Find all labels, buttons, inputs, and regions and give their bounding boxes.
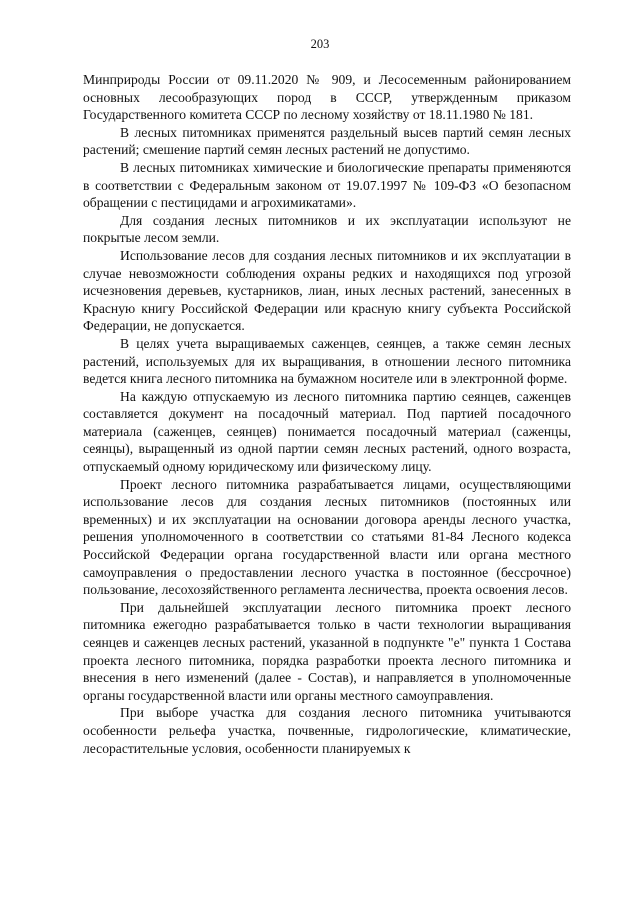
paragraph-5: Использование лесов для создания лесных питомников и их эксплуатации в случае невозможности соблюдения охраны редких и находящихся под угрозой исчезновения деревьев, кустарников, лиан, иных лесных растений, занесенных в Красную книгу Российской Федерации или красную книгу субъекта Российской Федерации, не допускается.: [83, 247, 571, 334]
paragraph-7: На каждую отпускаемую из лесного питомника партию сеянцев, саженцев составляется документ на посадочный материал. Под партией посадочного материала (саженцев, сеянцев) понимается посадочный материал (саженцы, сеянцы), выращенный из одной партии семян лесных растений, одного возраста, отпускаемый одному юридическому или физическому лицу.: [83, 388, 571, 475]
page-number: 203: [310, 37, 330, 51]
paragraph-6: В целях учета выращиваемых саженцев, сеянцев, а также семян лесных растений, используемых для их выращивания, в отношении лесного питомника ведется книга лесного питомника на бумажном носителе или в электронной форме.: [83, 335, 571, 387]
paragraph-2: В лесных питомниках применятся раздельный высев партий семян лесных растений; смешение партий семян лесных растений не допустимо.: [83, 124, 571, 158]
paragraph-1: Минприроды России от 09.11.2020 № 909, и Лесосеменным районированием основных лесообразующих пород в СССР, утвержденным приказом Государственного комитета СССР по лесному хозяйству от 18.11.1980 № 181.: [83, 72, 571, 123]
paragraph-9: При дальнейшей эксплуатации лесного питомника проект лесного питомника ежегодно разрабатывается только в части технологии выращивания сеянцев и саженцев лесных растений, указанной в подпункте "е" пункта 1 Состава проекта лесного питомника, порядка разработки проекта лесного питомника и внесения в него изменений (далее - Состав), и направляется в уполномоченные органы государственной власти или органы местного самоуправления.: [83, 599, 571, 703]
document-body: [83, 71, 571, 757]
paragraph-3: В лесных питомниках химические и биологические препараты применяются в соответствии с Федеральным законом от 19.07.1997 № 109-ФЗ «О безопасном обращении с пестицидами и агрохимикатами».: [83, 159, 571, 211]
paragraph-4: Для создания лесных питомников и их эксплуатации используют не покрытые лесом земли.: [83, 212, 571, 246]
paragraph-10: При выборе участка для создания лесного питомника учитываются особенности рельефа участка, почвенные, гидрологические, климатические, лесорастительные условия, особенности планируемых к: [83, 705, 571, 756]
paragraph-8: Проект лесного питомника разрабатывается лицами, осуществляющими использование лесов для создания лесных питомников (постоянных или временных) и их эксплуатации на основании договора аренды лесного участка, решения уполномоченного в соответствии со статьями 81-84 Лесного кодекса Российской Федерации органа государственной власти или органа местного самоуправления о предоставлении лесного участка в постоянное (бессрочное) пользование, лесохозяйственного регламента лесничества, проекта освоения лесов.: [83, 476, 571, 598]
